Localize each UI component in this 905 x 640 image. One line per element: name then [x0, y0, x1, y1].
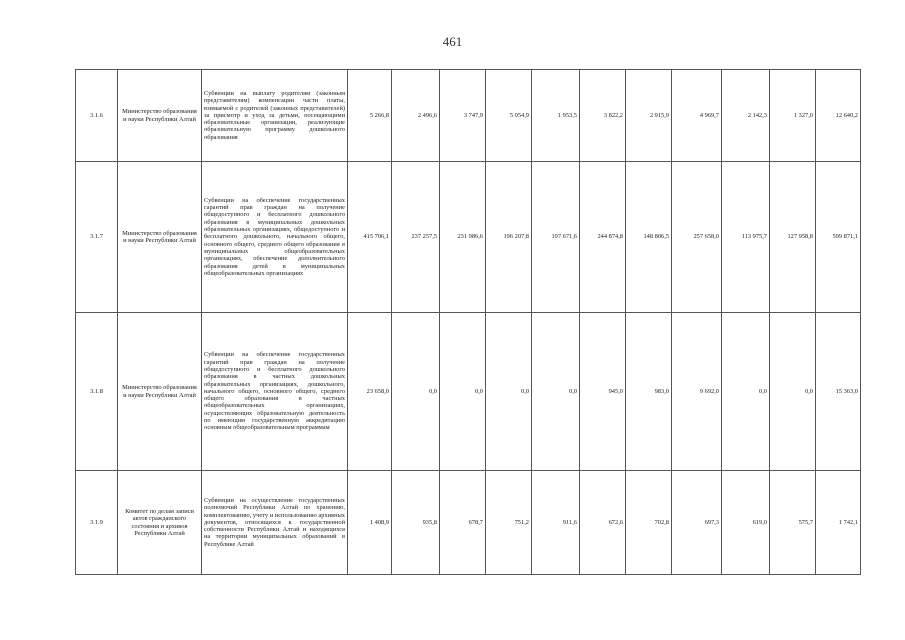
value-cell: 619,0	[722, 471, 770, 575]
value-cell: 751,2	[486, 471, 532, 575]
row-description: Субвенции на осуществление государственных полномочий Республики Алтай по хранению, комплектованию, учету и использованию архивных документов, относящихся к государственной собственности Республики Алтай и находящихся на территории муниципальных образований в Республике Алтай	[202, 471, 348, 575]
row-organization: Министерство образования и науки Республики Алтай	[118, 162, 202, 313]
value-cell: 12 640,2	[816, 70, 861, 162]
value-cell: 113 975,7	[722, 162, 770, 313]
row-organization: Комитет по делам записи актов гражданского состояния и архивов Республики Алтай	[118, 471, 202, 575]
table-row	[76, 313, 861, 471]
value-cell: 415 706,1	[348, 162, 392, 313]
value-cell: 2 142,3	[722, 70, 770, 162]
value-cell: 2 496,6	[392, 70, 440, 162]
row-description: Субвенции на обеспечение государственных гарантий прав граждан на получение общедоступного и бесплатного дошкольного образования в частных дошкольных образовательных организациях, дошкольного, начального общего, основного общего, среднего общего образования в частных общеобразовательных организациях, осуществляющих образовательную деятельность по имеющим государственную аккредитацию основным общеобразовательным программам	[202, 313, 348, 471]
value-cell: 23 658,0	[348, 313, 392, 471]
row-code: 3.1.8	[76, 313, 118, 471]
value-cell: 575,7	[770, 471, 816, 575]
value-cell: 672,6	[580, 471, 626, 575]
value-cell: 5 054,9	[486, 70, 532, 162]
value-cell: 5 266,8	[348, 70, 392, 162]
value-cell: 127 958,8	[770, 162, 816, 313]
value-cell: 257 658,0	[672, 162, 722, 313]
row-organization: Министерство образования и науки Республики Алтай	[118, 70, 202, 162]
table-row	[76, 471, 861, 575]
value-cell: 0,0	[532, 313, 580, 471]
row-description: Субвенции на обеспечение государственных гарантий прав граждан на получение общедоступного и бесплатного дошкольного образования в муниципальных дошкольных образовательных организациях, общедоступного и бесплатного дошкольного, начального общего, основного общего, среднего общего образования в муниципальных общеобразовательных организациях, обеспечение дополнительного образования детей в муниципальных общеобразовательных организациях	[202, 162, 348, 313]
value-cell: 1 953,5	[532, 70, 580, 162]
value-cell: 9 692,0	[672, 313, 722, 471]
value-cell: 1 742,1	[816, 471, 861, 575]
value-cell: 3 822,2	[580, 70, 626, 162]
value-cell: 678,7	[440, 471, 486, 575]
value-cell: 935,8	[392, 471, 440, 575]
value-cell: 702,8	[626, 471, 672, 575]
value-cell: 148 806,5	[626, 162, 672, 313]
value-cell: 2 915,9	[626, 70, 672, 162]
value-cell: 0,0	[770, 313, 816, 471]
value-cell: 0,0	[392, 313, 440, 471]
value-cell: 196 207,8	[486, 162, 532, 313]
subvention-table	[75, 69, 861, 575]
row-description: Субвенции на выплату родителям (законным представителям) компенсации части платы, взимаемой с родителей (законных представителей) за присмотр и уход за детьми, посещающими образовательные организации, реализующие образовательную программу дошкольного образования	[202, 70, 348, 162]
page-number: 461	[442, 34, 463, 49]
value-cell: 697,3	[672, 471, 722, 575]
value-cell: 1 327,0	[770, 70, 816, 162]
value-cell: 1 408,9	[348, 471, 392, 575]
value-cell: 231 986,6	[440, 162, 486, 313]
row-code: 3.1.6	[76, 70, 118, 162]
row-code: 3.1.9	[76, 471, 118, 575]
value-cell: 15 363,0	[816, 313, 861, 471]
value-cell: 244 874,8	[580, 162, 626, 313]
value-cell: 911,6	[532, 471, 580, 575]
value-cell: 599 871,1	[816, 162, 861, 313]
row-code: 3.1.7	[76, 162, 118, 313]
value-cell: 197 671,6	[532, 162, 580, 313]
value-cell: 0,0	[722, 313, 770, 471]
value-cell: 0,0	[486, 313, 532, 471]
row-organization: Министерство образования и науки Республики Алтай	[118, 313, 202, 471]
value-cell: 3 747,9	[440, 70, 486, 162]
table-row	[76, 162, 861, 313]
value-cell: 4 969,7	[672, 70, 722, 162]
value-cell: 945,0	[580, 313, 626, 471]
value-cell: 0,0	[440, 313, 486, 471]
table-row	[76, 70, 861, 162]
value-cell: 983,0	[626, 313, 672, 471]
value-cell: 237 257,5	[392, 162, 440, 313]
